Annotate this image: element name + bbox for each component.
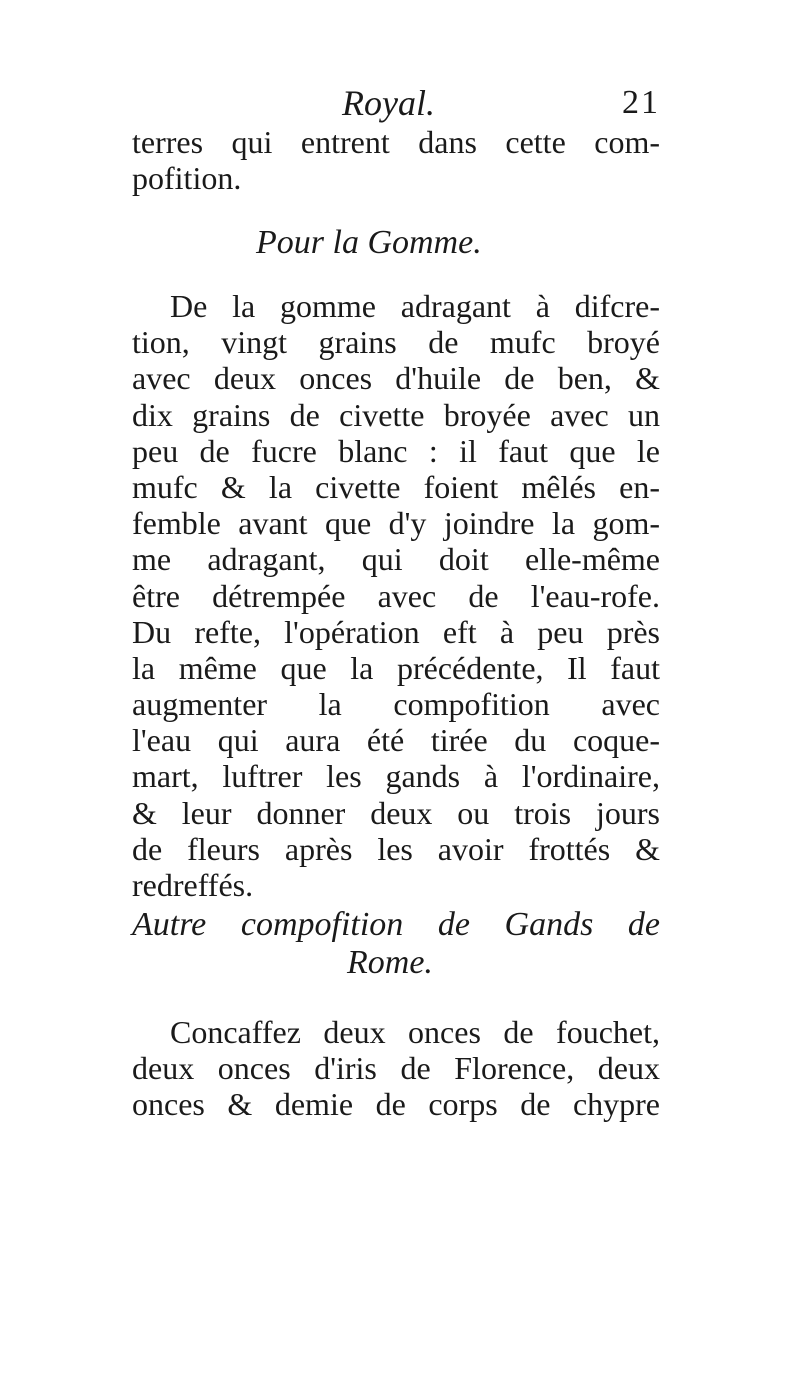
paragraph-gomme — [132, 288, 660, 903]
text-line: me adragant, qui doit elle-même — [132, 541, 660, 578]
section-heading-line: Rome. — [347, 944, 433, 981]
text-line: & leur donner deux ou trois jours — [132, 794, 660, 831]
text-line: Concaffez deux onces de fouchet, — [170, 1014, 660, 1050]
text-line: augmenter la compofition avec — [132, 686, 660, 723]
text-line: peu de fucre blanc : il faut que le — [132, 432, 660, 469]
paragraph-gands-de-rome — [132, 1014, 660, 1123]
text-line: Du refte, l'opération eft à peu près — [132, 613, 660, 650]
text-line: être détrempée avec de l'eau-rofe. — [132, 577, 660, 614]
text-line: tion, vingt grains de mufc broyé — [132, 324, 660, 361]
paragraph-continued — [132, 124, 660, 196]
text-line: terres qui entrent dans cette com- — [132, 124, 660, 160]
text-line: mart, luftrer les gands à l'ordinaire, — [132, 758, 660, 795]
running-title: Royal. — [342, 83, 435, 123]
text-line: deux onces d'iris de Florence, deux — [132, 1050, 660, 1087]
text-line: dix grains de civette broyée avec un — [132, 396, 660, 433]
text-line: femble avant que d'y joindre la gom- — [132, 505, 660, 542]
section-heading: Pour la Gomme. — [256, 224, 482, 261]
text-line: redreffés. — [132, 867, 254, 903]
section-heading-line: Autre compofition de Gands de — [132, 906, 660, 943]
text-line: de fleurs après les avoir frottés & — [132, 830, 660, 867]
section-heading — [132, 906, 660, 982]
text-line: mufc & la civette foient mêlés en- — [132, 468, 660, 505]
text-line: pofition. — [132, 160, 242, 197]
text-line: l'eau qui aura été tirée du coque- — [132, 722, 660, 759]
text-line: avec deux onces d'huile de ben, & — [132, 360, 660, 397]
page-header — [132, 80, 660, 126]
text-line: onces & demie de corps de chypre — [132, 1086, 660, 1123]
text-line: la même que la précédente, Il faut — [132, 649, 660, 686]
page-number: 21 — [622, 84, 660, 121]
text-line: De la gomme adragant à difcre- — [170, 288, 660, 324]
